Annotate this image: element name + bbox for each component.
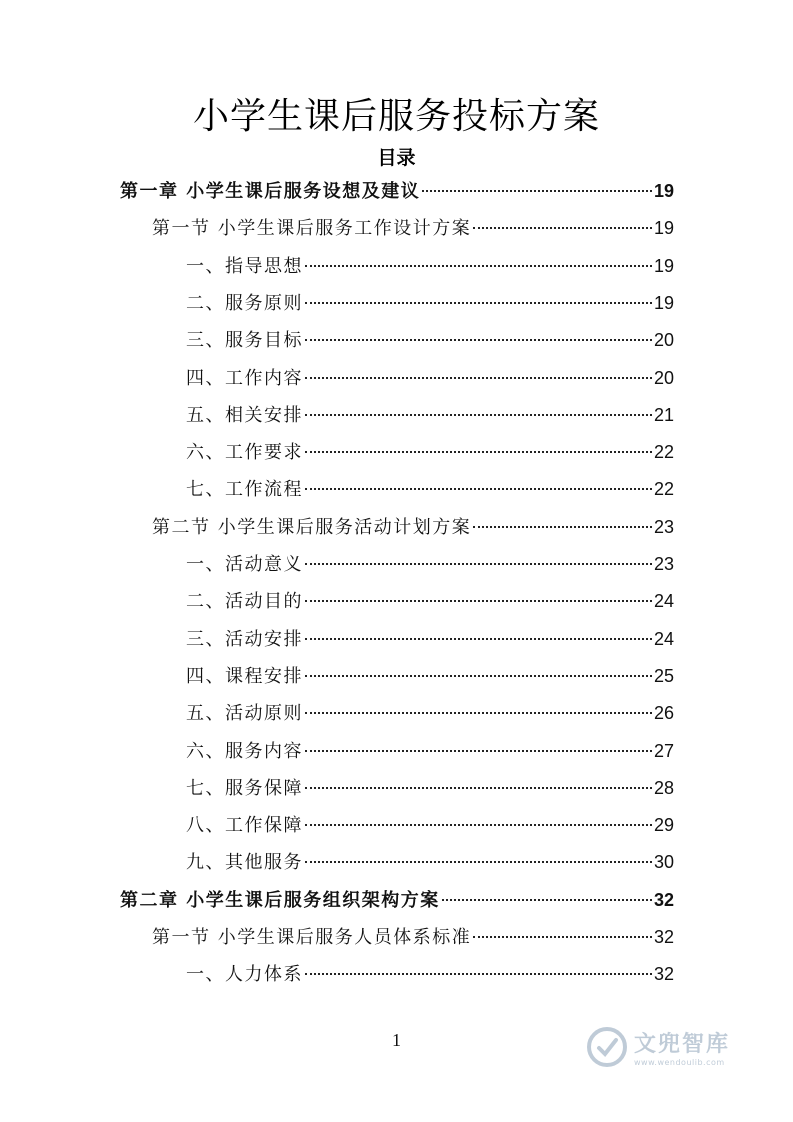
- toc-entry[interactable]: [186, 251, 674, 281]
- toc-entry-page: 24: [653, 628, 674, 649]
- toc-entry[interactable]: [120, 176, 674, 206]
- toc-entry-page: 20: [653, 330, 674, 351]
- toc-entry[interactable]: [186, 325, 674, 355]
- toc-dot-leader: [305, 377, 652, 379]
- document-title: 小学生课后服务投标方案: [192, 96, 600, 137]
- toc-dot-leader: [305, 638, 652, 640]
- toc-entry-label: 七、工作流程: [186, 479, 303, 501]
- toc-dot-leader: [305, 451, 652, 453]
- toc-entry[interactable]: [186, 773, 674, 803]
- toc-entry[interactable]: [152, 922, 674, 952]
- toc-entry-label: 六、工作要求: [186, 442, 303, 464]
- toc-dot-leader: [305, 712, 652, 714]
- toc-entry-label: 七、服务保障: [186, 777, 303, 799]
- toc-entry[interactable]: [186, 698, 674, 728]
- toc-entry-label: 一、活动意义: [186, 554, 303, 575]
- toc-entry-label: 九、其他服务: [186, 852, 303, 874]
- toc-entry-page: 19: [653, 218, 674, 239]
- toc-entry[interactable]: [186, 661, 674, 691]
- toc-dot-leader: [305, 787, 652, 789]
- toc-entry-page: 27: [653, 740, 674, 761]
- toc-entry-page: 28: [653, 777, 674, 798]
- toc-entry[interactable]: [152, 213, 674, 243]
- toc-dot-leader: [305, 750, 652, 752]
- toc-dot-leader: [305, 488, 652, 490]
- toc-dot-leader: [473, 526, 652, 528]
- toc-dot-leader: [305, 563, 652, 565]
- toc-dot-leader: [442, 899, 652, 901]
- toc-entry-page: 23: [653, 554, 674, 574]
- toc-dot-leader: [305, 414, 652, 416]
- toc-dot-leader: [422, 190, 652, 192]
- toc-entry-page: 19: [653, 255, 674, 276]
- toc-entry-page: 32: [653, 889, 674, 910]
- toc-entry-page: 20: [653, 367, 674, 388]
- toc-entry-label: 一、指导思想: [186, 255, 303, 277]
- toc-entry-page: 32: [653, 927, 674, 947]
- toc-entry-label: 五、活动原则: [186, 703, 303, 725]
- toc-entry-page: 25: [653, 665, 674, 686]
- page-number: 1: [392, 1030, 401, 1050]
- watermark-brand: 文兜智库: [634, 1032, 731, 1057]
- toc-heading: 目录: [377, 147, 416, 169]
- toc-entry-label: 三、服务目标: [186, 330, 303, 352]
- toc-entry-page: 22: [653, 442, 674, 463]
- toc-entry-label: 第一节 小学生课后服务工作设计方案: [152, 218, 472, 240]
- toc-entry-page: 23: [653, 516, 674, 537]
- toc-entry-page: 24: [653, 591, 674, 612]
- watermark-url: www.wendoulib.com: [634, 1058, 725, 1067]
- toc-entry-label: 第一节 小学生课后服务人员体系标准: [152, 927, 472, 948]
- toc-entry[interactable]: [186, 549, 674, 579]
- toc-dot-leader: [305, 861, 652, 863]
- toc-entry[interactable]: [186, 400, 674, 430]
- toc-entry-label: 四、课程安排: [186, 665, 303, 687]
- toc-entry-label: 第二节 小学生课后服务活动计划方案: [152, 516, 472, 538]
- toc-dot-leader: [473, 936, 652, 938]
- toc-entry-label: 第一章 小学生课后服务设想及建议: [120, 181, 421, 202]
- toc-dot-leader: [473, 227, 652, 229]
- toc-entry[interactable]: [186, 847, 674, 877]
- toc-entry-page: 29: [653, 815, 674, 836]
- toc-dot-leader: [305, 973, 652, 975]
- watermark-logo-icon: [586, 1026, 628, 1068]
- toc-entry[interactable]: [186, 437, 674, 467]
- toc-dot-leader: [305, 302, 652, 304]
- toc-dot-leader: [305, 339, 652, 341]
- toc-entry-page: 26: [653, 703, 674, 724]
- toc-entry[interactable]: [186, 736, 674, 766]
- toc-dot-leader: [305, 265, 652, 267]
- toc-entry[interactable]: [186, 474, 674, 504]
- toc-entry[interactable]: [186, 288, 674, 318]
- toc-entry-page: 19: [653, 181, 674, 201]
- toc-entry-label: 四、工作内容: [186, 367, 303, 389]
- toc-entry-label: 五、相关安排: [186, 404, 303, 426]
- toc-entry[interactable]: [186, 363, 674, 393]
- toc-entry-label: 六、服务内容: [186, 740, 303, 762]
- toc-entry[interactable]: [186, 624, 674, 654]
- toc-entry[interactable]: [120, 885, 674, 915]
- toc-entry[interactable]: [186, 586, 674, 616]
- toc-entry-label: 第二章 小学生课后服务组织架构方案: [120, 889, 440, 911]
- toc-entry[interactable]: [186, 810, 674, 840]
- watermark: [586, 1018, 756, 1076]
- toc-entry-page: 19: [653, 292, 674, 313]
- toc-entry[interactable]: [152, 512, 674, 542]
- toc-entry-label: 八、工作保障: [186, 815, 303, 837]
- toc-dot-leader: [305, 675, 652, 677]
- toc-entry-page: 22: [653, 479, 674, 500]
- toc-entry-page: 32: [653, 964, 674, 985]
- toc-entry-label: 一、人力体系: [186, 964, 303, 986]
- toc-entry-label: 三、活动安排: [186, 628, 303, 650]
- toc-entry-label: 二、服务原则: [186, 292, 303, 314]
- toc-dot-leader: [305, 600, 652, 602]
- toc-entry-label: 二、活动目的: [186, 591, 303, 613]
- toc-dot-leader: [305, 824, 652, 826]
- toc-entry[interactable]: [186, 959, 674, 989]
- toc-entry-page: 30: [653, 852, 674, 873]
- toc-entry-page: 21: [653, 404, 674, 425]
